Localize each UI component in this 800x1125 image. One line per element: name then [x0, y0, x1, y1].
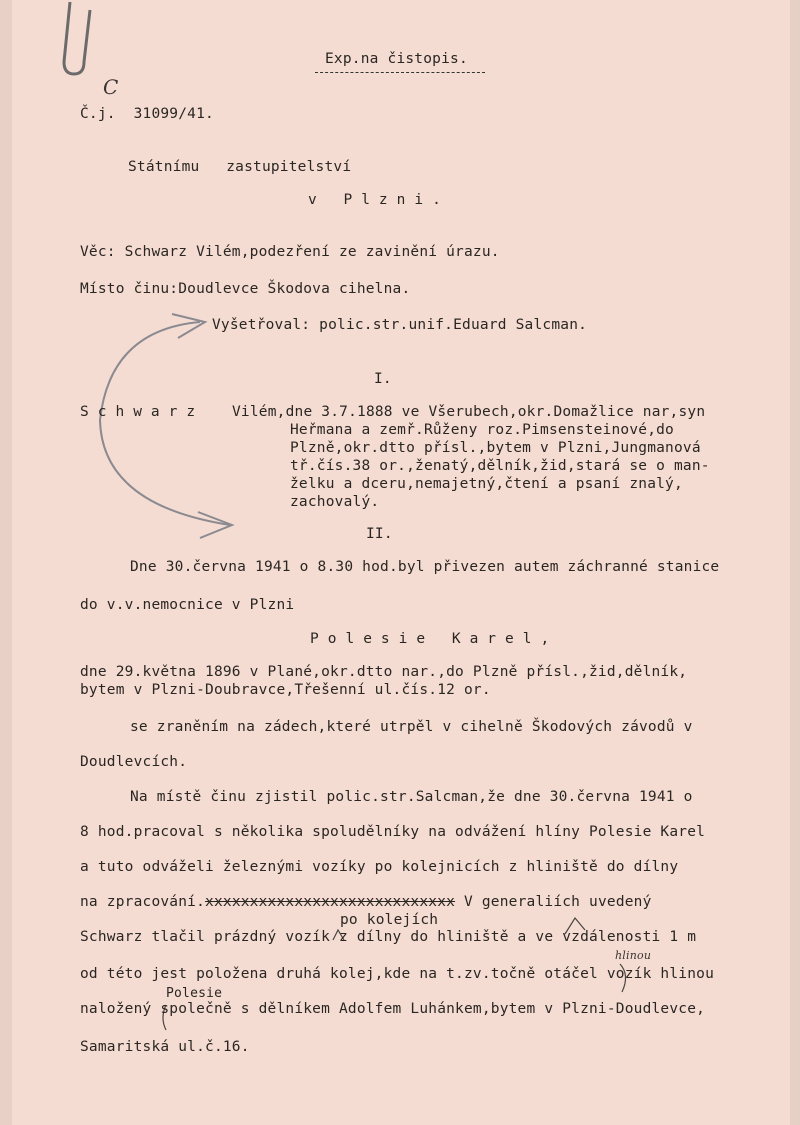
paragraph-line: Samaritská ul.č.16.: [80, 1039, 250, 1055]
injured-name: Polesie Karel,: [310, 631, 559, 647]
handwritten-correction: hlinou: [615, 949, 652, 962]
paragraph-line: naložený společně s dělníkem Adolfem Luhánkem,bytem v Plzni-Doudlevce,: [80, 1001, 706, 1017]
section-1-surname: Schwarz: [80, 404, 205, 420]
paragraph-line: do v.v.nemocnice v Plzni: [80, 597, 295, 613]
crime-location: Místo činu:Doudlevce Škodova cihelna.: [80, 281, 411, 297]
paragraph-line-with-strike: [80, 893, 652, 911]
title-underline: [315, 72, 485, 73]
investigator: Vyšetřoval: polic.str.unif.Eduard Salcman.: [212, 317, 588, 333]
injury-line: se zraněním na zádech,které utrpěl v cihelně Škodových závodů v: [130, 719, 693, 735]
section-2-numeral: II.: [366, 526, 393, 542]
swap-arrow-icon: [100, 322, 230, 525]
personal-data-line: Plzně,okr.dtto přísl.,bytem v Plzni,Jungmanová: [290, 440, 701, 456]
personal-data-line: želku a dceru,nemajetný,čtení a psaní znalý,: [290, 476, 683, 492]
document-title: Exp.na čistopis.: [325, 51, 468, 67]
inserted-text: po kolejích: [340, 912, 439, 928]
paragraph-line: a tuto odváželi železnými vozíky po kolejnicích z hliniště do dílny: [80, 859, 679, 875]
struck-out-text: xxxxxxxxxxxxxxxxxxxxxxxxxxxx: [205, 894, 456, 910]
paragraph-line: Na místě činu zjistil polic.str.Salcman,že dne 30.června 1941 o: [130, 789, 693, 805]
injured-data-line: bytem v Plzni-Doubravce,Třešenní ul.čís.12 or.: [80, 682, 491, 698]
paragraph-line: Dne 30.června 1941 o 8.30 hod.byl přivezen autem záchranné stanice: [130, 559, 720, 575]
line-end: V generaliích uvedený: [464, 894, 652, 910]
addressee-line-1: Státnímu zastupitelství: [128, 159, 352, 175]
inserted-name: Polesie: [166, 986, 223, 1001]
personal-data-line: zachovalý.: [290, 494, 380, 510]
injured-data-line: dne 29.května 1896 v Plané,okr.dtto nar.,do Plzně přísl.,žid,dělník,: [80, 664, 688, 680]
paragraph-line: od této jest položena druhá kolej,kde na t.zv.točně otáčel vozík hlinou: [80, 966, 715, 982]
handwritten-c-mark: C: [103, 75, 119, 99]
personal-data-line: Heřmana a zemř.Růženy roz.Pimsensteinové,do: [290, 422, 674, 438]
addressee-line-2: v Plzni.: [308, 192, 450, 208]
line-start: na zpracování.: [80, 894, 206, 910]
injury-line: Doudlevcích.: [80, 754, 188, 770]
reference-number: Č.j. 31099/41.: [80, 106, 214, 122]
paper-clip-icon: [64, 2, 90, 74]
subject-matter: Věc: Schwarz Vilém,podezření ze zavinění úrazu.: [80, 244, 500, 260]
paragraph-line: 8 hod.pracoval s několika spoludělníky na odvážení hlíny Polesie Karel: [80, 824, 706, 840]
section-1-numeral: I.: [374, 371, 392, 387]
paragraph-line: Schwarz tlačil prázdný vozík z dílny do hliniště a ve vzdálenosti 1 m: [80, 929, 697, 945]
personal-data-line: tř.čís.38 or.,ženatý,dělník,žid,stará se o man-: [290, 458, 710, 474]
personal-data-line: Vilém,dne 3.7.1888 ve Všerubech,okr.Domažlice nar,syn: [232, 404, 706, 420]
